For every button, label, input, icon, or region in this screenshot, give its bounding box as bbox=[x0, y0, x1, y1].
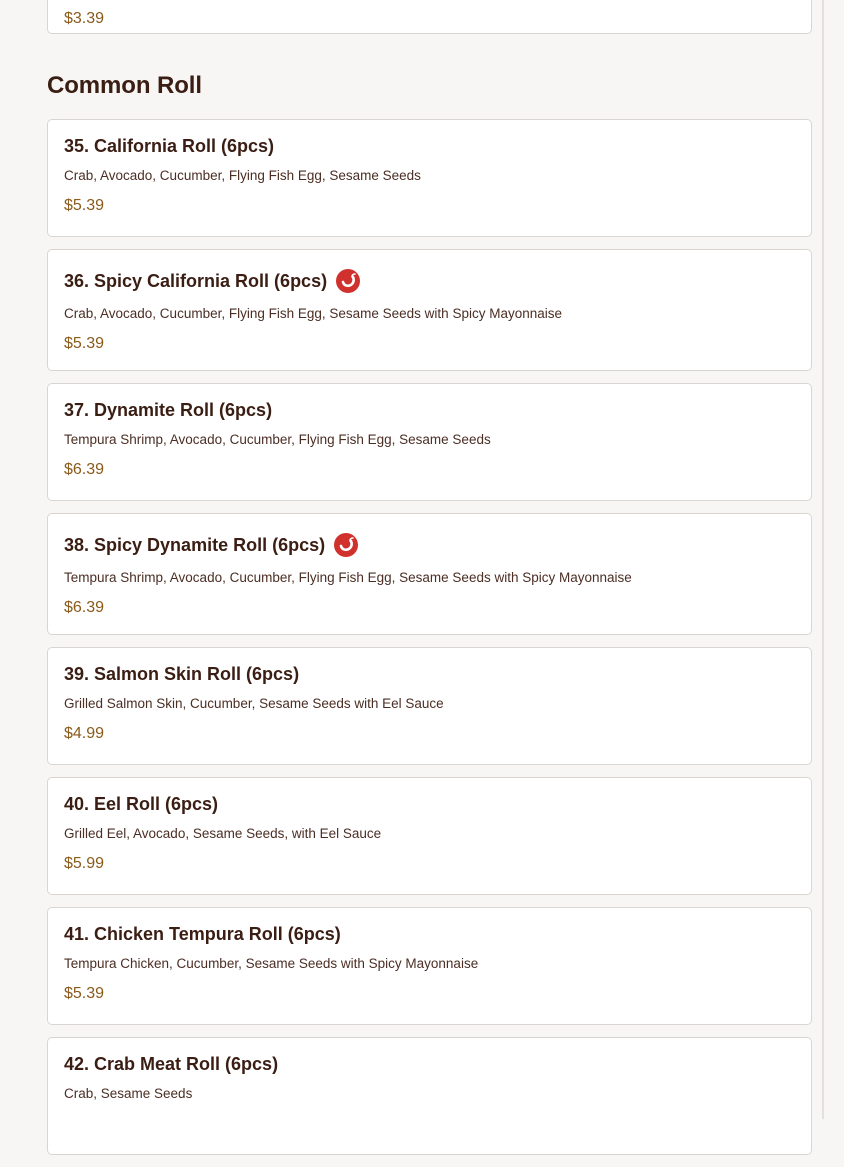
menu-item-card[interactable] bbox=[47, 1037, 812, 1155]
menu-item-card-previous[interactable] bbox=[47, 0, 812, 34]
chili-pepper-icon bbox=[334, 533, 358, 557]
page-scroll-edge bbox=[822, 0, 824, 1119]
item-price: $6.39 bbox=[64, 461, 105, 478]
item-price: $5.99 bbox=[64, 855, 105, 872]
item-description: Grilled Salmon Skin, Cucumber, Sesame Seeds with Eel Sauce bbox=[64, 696, 444, 711]
menu-item-card[interactable] bbox=[47, 647, 812, 765]
menu-item-card[interactable] bbox=[47, 513, 812, 635]
item-title: 42. Crab Meat Roll (6pcs) bbox=[64, 1054, 279, 1074]
menu-item-list bbox=[47, 119, 812, 1167]
item-description: Tempura Chicken, Cucumber, Sesame Seeds with Spicy Mayonnaise bbox=[64, 956, 479, 971]
item-description: Crab, Avocado, Cucumber, Flying Fish Egg, Sesame Seeds bbox=[64, 168, 421, 183]
section-title: Common Roll bbox=[47, 72, 202, 99]
menu-item-card[interactable] bbox=[47, 119, 812, 237]
item-title: 38. Spicy Dynamite Roll (6pcs) bbox=[64, 535, 326, 555]
item-description: Crab, Avocado, Cucumber, Flying Fish Egg, Sesame Seeds with Spicy Mayonnaise bbox=[64, 306, 562, 321]
menu-item-card[interactable] bbox=[47, 383, 812, 501]
item-price: $3.39 bbox=[64, 10, 105, 27]
menu-item-card[interactable] bbox=[47, 907, 812, 1025]
item-description: Crab, Sesame Seeds bbox=[64, 1086, 193, 1101]
item-description: Tempura Shrimp, Avocado, Cucumber, Flying Fish Egg, Sesame Seeds with Spicy Mayonnaise bbox=[64, 570, 632, 585]
item-price: $5.39 bbox=[64, 985, 105, 1002]
item-price: $5.39 bbox=[64, 197, 105, 214]
item-price: $4.99 bbox=[64, 725, 105, 742]
menu-item-card[interactable] bbox=[47, 249, 812, 371]
item-title: 35. California Roll (6pcs) bbox=[64, 136, 275, 156]
item-title: 37. Dynamite Roll (6pcs) bbox=[64, 400, 273, 420]
item-description: Grilled Eel, Avocado, Sesame Seeds, with Eel Sauce bbox=[64, 826, 382, 841]
item-title: 41. Chicken Tempura Roll (6pcs) bbox=[64, 924, 341, 944]
item-description: Tempura Shrimp, Avocado, Cucumber, Flying Fish Egg, Sesame Seeds bbox=[64, 432, 491, 447]
item-price: $5.39 bbox=[64, 335, 105, 352]
chili-pepper-icon bbox=[336, 269, 360, 293]
item-price: $6.39 bbox=[64, 599, 105, 616]
menu-item-card[interactable] bbox=[47, 777, 812, 895]
item-title: 36. Spicy California Roll (6pcs) bbox=[64, 271, 328, 291]
item-title: 40. Eel Roll (6pcs) bbox=[64, 794, 219, 814]
item-title: 39. Salmon Skin Roll (6pcs) bbox=[64, 664, 300, 684]
